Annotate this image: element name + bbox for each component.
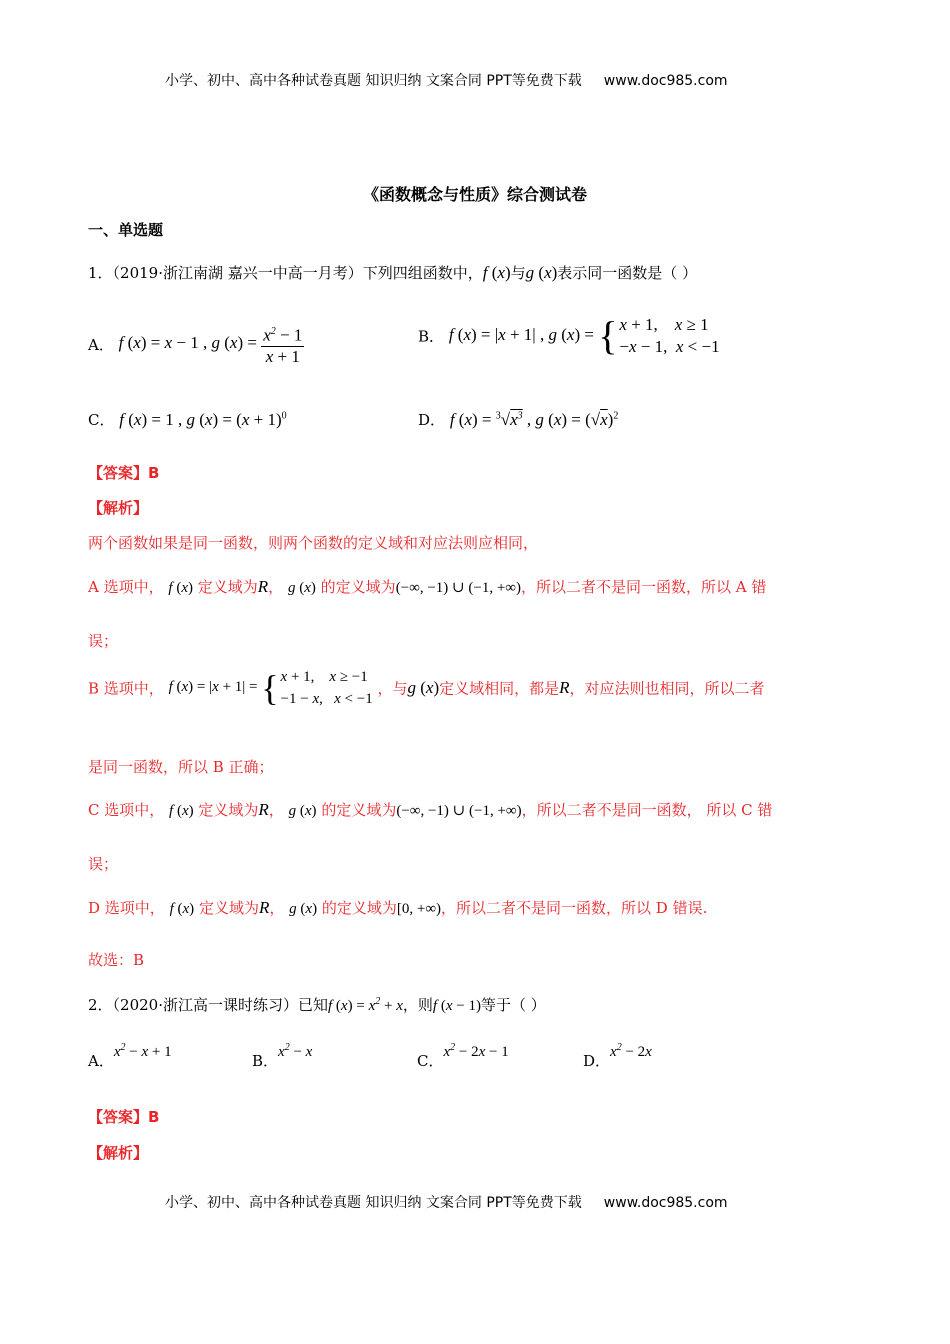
document-title: 《函数概念与性质》综合测试卷 xyxy=(362,185,587,204)
q1-explanation-c-tail: 误； xyxy=(88,855,119,873)
page-header xyxy=(165,70,728,90)
question-2-stem: 2．（2020·浙江高一课时练习）已知f $(x) = x^2 + x$，则f (x − 1)等于（ ） xyxy=(88,996,546,1014)
page-footer xyxy=(165,1192,728,1212)
q1-explanation-a-tail: 误； xyxy=(88,632,119,650)
math-option-b: f (x) = |x + 1| , g (x) = { x + 1, x ≥ 1 −x − 1, x < −1 xyxy=(448,313,720,358)
q1-option-d: D． f $(x) = ^3√x^3$ , g $(x) = (√x)^2$ xyxy=(418,410,619,429)
q2-option-d: D．$x^2 - 2x$ xyxy=(583,1042,652,1070)
q1-option-c: C． f (x) = 1 , g $(x) = (x + 1)^0$ xyxy=(88,410,287,429)
q1-explanation-b: B 选项中， f (x) = |x + 1| = { x + 1, x ≥ −1 −1 − x, x < −1 ，与g (x)定义域相同，都是R，对应法则也相同，所以二者 xyxy=(88,668,765,708)
q2-option-b: B．$x^2 - x$ xyxy=(252,1042,313,1070)
q2-analysis-heading: 【解析】 xyxy=(88,1144,149,1162)
section-heading: 一、单选题 xyxy=(88,221,164,239)
q1-explanation-c: C 选项中， f (x) 定义域为R， g (x) 的定义域为(−∞, −1) ∪ (−1, +∞)，所以二者不是同一函数， 所以 C 错 xyxy=(88,800,773,819)
q2-option-c: C．$x^2 - 2x - 1$ xyxy=(417,1042,509,1070)
footer-site: www.doc985.com xyxy=(603,1195,728,1211)
q1-explanation-a: A 选项中， f (x) 定义域为R， g (x) 的定义域为(−∞, −1) ∪ (−1, +∞)，所以二者不是同一函数，所以 A 错 xyxy=(88,577,767,596)
q1-analysis-heading: 【解析】 xyxy=(88,499,149,517)
math-option-d: f $(x) = ^3√x^3$ , g $(x) = (√x)^2$ xyxy=(449,410,619,429)
question-1-stem: 1．（2019·浙江南湖 嘉兴一中高一月考）下列四组函数中，f (x)与g (x)表示同一函数是（ ） xyxy=(88,263,698,282)
q2-option-a: A．$x^2 - x + 1$ xyxy=(88,1042,172,1070)
q1-answer: 【答案】B xyxy=(88,464,160,482)
q1-choose: 故选：B xyxy=(88,951,145,969)
q1-option-b: B． f (x) = |x + 1| , g (x) = { x + 1, x ≥ 1 −x − 1, x < −1 xyxy=(418,313,720,358)
q1-explanation-d: D 选项中， f (x) 定义域为R， g (x) 的定义域为[0, +∞)，所以二者不是同一函数，所以 D 错误. xyxy=(88,898,708,917)
header-text: 小学、初中、高中各种试卷真题 知识归纳 文案合同 PPT等免费下载 xyxy=(165,73,582,89)
q1-option-a: A． f (x) = x − 1 , g (x) = $\frac{x^2 - 1}{x + 1}$ xyxy=(88,322,304,367)
math-option-c: f (x) = 1 , g $(x) = (x + 1)^0$ xyxy=(119,410,287,429)
header-site: www.doc985.com xyxy=(603,73,728,89)
q1-explanation-intro: 两个函数如果是同一函数，则两个函数的定义域和对应法则应相同， xyxy=(88,534,539,552)
math-fx: f (x) xyxy=(482,263,511,282)
footer-text: 小学、初中、高中各种试卷真题 知识归纳 文案合同 PPT等免费下载 xyxy=(165,1195,582,1211)
math-option-a: f (x) = x − 1 , g (x) = $\frac{x^2 - 1}{x + 1}$ xyxy=(119,333,305,352)
q1-explanation-b-tail: 是同一函数，所以 B 正确； xyxy=(88,758,274,776)
math-gx: g (x) xyxy=(525,263,558,282)
q2-answer: 【答案】B xyxy=(88,1108,160,1126)
